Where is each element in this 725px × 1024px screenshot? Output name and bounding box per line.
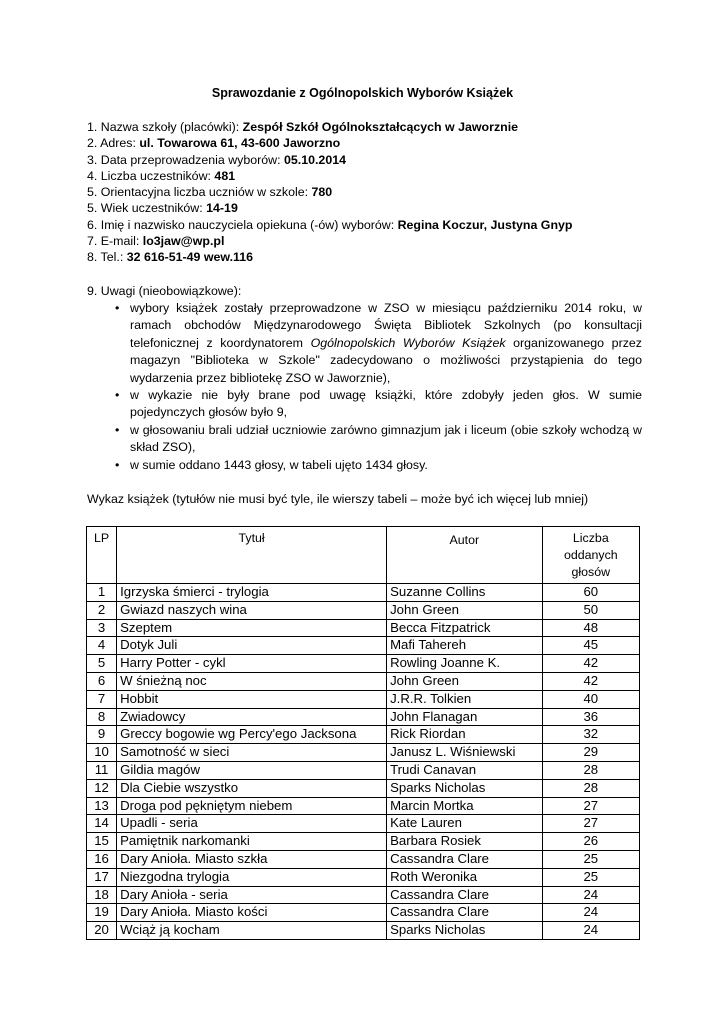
cell-votes: 27	[542, 815, 639, 833]
cell-lp: 6	[87, 672, 117, 690]
info-value: 780	[311, 185, 333, 200]
bullet-icon: •	[115, 388, 120, 403]
info-value: 481	[214, 168, 236, 183]
cell-votes: 36	[542, 708, 639, 726]
table-row	[87, 744, 640, 762]
info-value: lo3jaw@wp.pl	[142, 234, 225, 249]
cell-lp: 1	[87, 584, 117, 602]
cell-author: Sparks Nicholas	[387, 779, 543, 797]
info-line	[87, 217, 647, 233]
remark-text-before: wybory książek zostały przeprowadzone w ZSO w miesiącu październiku 2014 roku, w ramach obchodów Międzynarodowego Święta Bibliotek Szkolnych (po konsultacji telefonicznej z koordynatorem	[130, 301, 642, 350]
document-title: Sprawozdanie z Ogólnopolskich Wyborów Książek	[211, 86, 514, 100]
cell-lp: 5	[87, 655, 117, 673]
table-row	[87, 779, 640, 797]
info-line	[87, 249, 647, 265]
cell-lp: 12	[87, 779, 117, 797]
cell-author: Rowling Joanne K.	[387, 655, 543, 673]
cell-title: Harry Potter - cykl	[117, 655, 387, 673]
header-author: Autor	[387, 527, 543, 584]
cell-lp: 18	[87, 886, 117, 904]
cell-author: Rick Riordan	[387, 726, 543, 744]
cell-title: Igrzyska śmierci - trylogia	[117, 584, 387, 602]
info-value: 32 616-51-49 wew.116	[126, 250, 254, 265]
cell-title: Szeptem	[117, 619, 387, 637]
table-row	[87, 886, 640, 904]
cell-votes: 28	[542, 779, 639, 797]
cell-title: Wciąż ją kocham	[117, 922, 387, 940]
cell-votes: 26	[542, 833, 639, 851]
cell-lp: 4	[87, 637, 117, 655]
cell-lp: 8	[87, 708, 117, 726]
table-row	[87, 815, 640, 833]
cell-votes: 28	[542, 761, 639, 779]
cell-votes: 27	[542, 797, 639, 815]
cell-lp: 16	[87, 850, 117, 868]
info-label: 5. Wiek uczestników:	[87, 201, 207, 216]
remark-item	[87, 422, 642, 457]
cell-title: Dotyk Juli	[117, 637, 387, 655]
remark-text-before: w głosowaniu brali udział uczniowie zarówno gimnazjum jak i liceum (obie szkoły wchodzą w skład ZSO),	[130, 422, 642, 455]
cell-title: Droga pod pękniętym niebem	[117, 797, 387, 815]
table-row	[87, 904, 640, 922]
table-row	[87, 619, 640, 637]
info-label: 7. E-mail:	[87, 234, 143, 249]
remark-text-emphasis: Ogólnopolskich Wyborów Książek	[310, 335, 506, 350]
cell-author: J.R.R. Tolkien	[387, 690, 543, 708]
cell-author: Trudi Canavan	[387, 761, 543, 779]
info-value: 14-19	[206, 201, 238, 216]
table-row	[87, 726, 640, 744]
info-label: 8. Tel.:	[87, 250, 127, 265]
cell-lp: 11	[87, 761, 117, 779]
remarks-heading: 9. Uwagi (nieobowiązkowe):	[87, 284, 242, 298]
table-row	[87, 922, 640, 940]
remark-item	[87, 300, 642, 387]
info-label: 2. Adres:	[87, 136, 140, 151]
cell-lp: 15	[87, 833, 117, 851]
cell-author: Cassandra Clare	[387, 850, 543, 868]
bullet-icon: •	[115, 422, 120, 437]
book-list-caption: Wykaz książek (tytułów nie musi być tyle, ile wierszy tabeli – może być ich więcej lub mniej)	[87, 492, 589, 506]
cell-lp: 7	[87, 690, 117, 708]
cell-title: Dary Anioła - seria	[117, 886, 387, 904]
cell-lp: 14	[87, 815, 117, 833]
cell-title: Greccy bogowie wg Percy'ego Jacksona	[117, 726, 387, 744]
cell-title: Zwiadowcy	[117, 708, 387, 726]
info-line	[87, 135, 647, 151]
cell-title: Gwiazd naszych wina	[117, 601, 387, 619]
cell-author: Marcin Mortka	[387, 797, 543, 815]
info-label: 1. Nazwa szkoły (placówki):	[87, 120, 243, 134]
cell-title: Gildia magów	[117, 761, 387, 779]
cell-votes: 42	[542, 655, 639, 673]
school-info-list	[87, 119, 647, 266]
table-row	[87, 708, 640, 726]
cell-author: John Flanagan	[387, 708, 543, 726]
cell-lp: 17	[87, 868, 117, 886]
info-line	[87, 233, 647, 249]
cell-lp: 2	[87, 601, 117, 619]
cell-author: Roth Weronika	[387, 868, 543, 886]
cell-lp: 13	[87, 797, 117, 815]
cell-author: John Green	[387, 601, 543, 619]
table-row	[87, 672, 640, 690]
cell-title: Samotność w sieci	[117, 744, 387, 762]
remarks-list	[87, 300, 642, 474]
cell-votes: 45	[542, 637, 639, 655]
table-row	[87, 797, 640, 815]
cell-title: Niezgodna trylogia	[117, 868, 387, 886]
table-row	[87, 655, 640, 673]
cell-author: Suzanne Collins	[387, 584, 543, 602]
cell-author: Barbara Rosiek	[387, 833, 543, 851]
info-line	[87, 119, 647, 135]
cell-votes: 50	[542, 601, 639, 619]
cell-votes: 60	[542, 584, 639, 602]
info-value: Regina Koczur, Justyna Gnyp	[397, 217, 573, 232]
cell-votes: 24	[542, 886, 639, 904]
cell-lp: 10	[87, 744, 117, 762]
cell-author: Kate Lauren	[387, 815, 543, 833]
cell-votes: 24	[542, 904, 639, 922]
cell-votes: 25	[542, 850, 639, 868]
remark-item	[87, 387, 642, 422]
bullet-icon: •	[115, 457, 120, 472]
info-line	[87, 184, 647, 200]
cell-title: W śnieżną noc	[117, 672, 387, 690]
cell-lp: 9	[87, 726, 117, 744]
cell-title: Dary Anioła. Miasto kości	[117, 904, 387, 922]
table-row	[87, 833, 640, 851]
cell-lp: 20	[87, 922, 117, 940]
cell-author: Cassandra Clare	[387, 904, 543, 922]
cell-votes: 32	[542, 726, 639, 744]
info-line	[87, 168, 647, 184]
cell-author: Cassandra Clare	[387, 886, 543, 904]
info-label: 3. Data przeprowadzenia wyborów:	[87, 152, 284, 167]
cell-title: Dary Anioła. Miasto szkła	[117, 850, 387, 868]
cell-author: Sparks Nicholas	[387, 922, 543, 940]
cell-author: Janusz L. Wiśniewski	[387, 744, 543, 762]
table-row	[87, 601, 640, 619]
cell-title: Dla Ciebie wszystko	[117, 779, 387, 797]
info-label: 5. Orientacyjna liczba uczniów w szkole:	[87, 185, 312, 200]
table-row	[87, 850, 640, 868]
books-table	[86, 526, 640, 940]
remark-item	[87, 457, 642, 474]
info-label: 6. Imię i nazwisko nauczyciela opiekuna (-ów) wyborów:	[87, 217, 398, 232]
remark-text-before: w sumie oddano 1443 głosy, w tabeli ujęto 1434 głosy.	[130, 457, 428, 472]
cell-votes: 24	[542, 922, 639, 940]
info-label: 4. Liczba uczestników:	[87, 168, 215, 183]
bullet-icon: •	[115, 301, 120, 315]
info-line	[87, 152, 647, 168]
table-row	[87, 868, 640, 886]
books-table-body	[87, 584, 640, 940]
table-header-row	[87, 527, 640, 584]
remark-text-after: organizowanego przez magazyn "Biblioteka w Szkole" zadecydowano o możliwości przystąpienia do tego wydarzenia przez bibliotekę ZSO w Jaworznie),	[130, 335, 642, 385]
table-row	[87, 690, 640, 708]
info-value: Zespół Szkół Ogólnokształcących w Jaworznie	[242, 120, 519, 134]
cell-votes: 40	[542, 690, 639, 708]
table-row	[87, 761, 640, 779]
header-votes: Liczba oddanych głosów	[542, 527, 639, 584]
cell-title: Pamiętnik narkomanki	[117, 833, 387, 851]
info-value: 05.10.2014	[283, 152, 346, 167]
cell-votes: 42	[542, 672, 639, 690]
remark-text-before: w wykazie nie były brane pod uwagę książki, które zdobyły jeden głos. W sumie pojedynczych głosów było 9,	[130, 388, 642, 420]
cell-lp: 3	[87, 619, 117, 637]
cell-votes: 25	[542, 868, 639, 886]
header-lp: LP	[87, 527, 117, 584]
cell-votes: 29	[542, 744, 639, 762]
info-value: ul. Towarowa 61, 43-600 Jaworzno	[139, 136, 341, 151]
table-row	[87, 637, 640, 655]
cell-title: Upadli - seria	[117, 815, 387, 833]
info-line	[87, 200, 647, 216]
cell-title: Hobbit	[117, 690, 387, 708]
cell-lp: 19	[87, 904, 117, 922]
cell-author: Becca Fitzpatrick	[387, 619, 543, 637]
cell-author: John Green	[387, 672, 543, 690]
header-title: Tytuł	[117, 527, 387, 584]
remarks-section	[87, 283, 642, 474]
table-row	[87, 584, 640, 602]
cell-author: Mafi Tahereh	[387, 637, 543, 655]
cell-votes: 48	[542, 619, 639, 637]
